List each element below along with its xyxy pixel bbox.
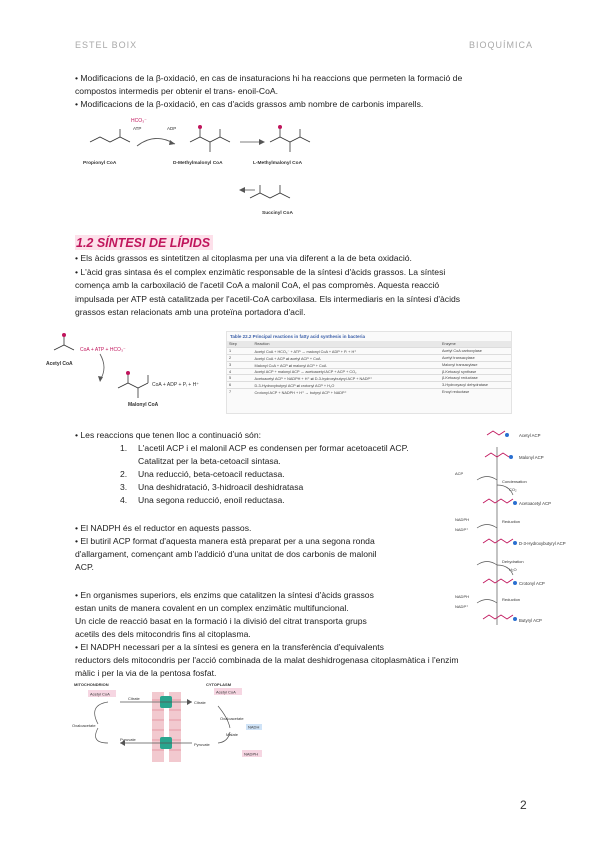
cycle-nadph-1: NADPH	[455, 517, 470, 522]
shuttle-pyruvate-right: Pyruvate	[194, 742, 210, 747]
list-item: 4. Una segona reducció, enoil reductasa.	[120, 495, 285, 505]
organisms-line-5: • El NADPH necessari per a la síntesi es genera en la transferència d'equivalents	[75, 642, 384, 652]
organisms-line-3: Un cicle de reacció basat en la formació i la divisió del citrat transporta grups	[75, 616, 367, 626]
list-item: 1. L'acetil ACP i el malonil ACP es condensen per formar acetoacetil ACP.	[120, 443, 409, 453]
reagent-atp: ATP	[133, 126, 142, 131]
table-row: 2 Acetyl CoA + ACP ⇌ acetyl ACP + CoA Acetyl transacylase	[227, 355, 511, 362]
table-row: 3 Malonyl CoA + ACP ⇌ malonyl ACP + CoA Malonyl transacylase	[227, 362, 511, 369]
table-row: 6 D-3-Hydroxybutyryl ACP ⇌ crotonyl ACP + H₂O 3-Hydroxyacyl dehydratase	[227, 382, 511, 389]
header-subject: BIOQUÍMICA	[469, 40, 534, 50]
table-row: 5 Acetoacetyl ACP + NADPH + H⁺ ⇌ D-3-hydroxybutyryl ACP + NADP⁺ β-Ketoacyl reductase	[227, 375, 511, 382]
citrate-shuttle-figure	[68, 680, 268, 764]
shuttle-citrate-right: Citrate	[194, 700, 206, 705]
table-caption: Table 22.2 Principal reactions in fatty acid synthesis in bacteria	[230, 334, 365, 339]
shuttle-oxaloacetate-left: Oxaloacetate	[72, 723, 96, 728]
nadph-line-1: • El NADPH és el reductor en aquests passos.	[75, 523, 252, 533]
cycle-reduction-2: Reduction	[502, 597, 521, 602]
list-item-continuation: Catalitzat per la beta-cetoacil sintasa.	[138, 456, 281, 466]
shuttle-oxaloacetate-right: Oxaloacetate	[220, 716, 244, 721]
acetyl-top-eq: CoA + ATP + HCO₃⁻	[80, 347, 126, 353]
reactions-list	[120, 442, 409, 507]
reaction-table	[227, 341, 511, 395]
label-l-methylmalonyl-coa: L-Methylmalonyl CoA	[253, 161, 303, 166]
shuttle-acetyl-coa-right: Acetyl CoA	[216, 689, 236, 695]
cycle-butyryl: Butyryl ACP	[519, 618, 542, 623]
fatty-acid-synthesis-table	[226, 331, 512, 414]
cycle-crotonyl: Crotonyl ACP	[519, 581, 545, 586]
label-propionyl-coa: Propionyl CoA	[83, 161, 117, 166]
page-number: 2	[520, 798, 527, 812]
cycle-nadp-1: NADP⁺	[455, 527, 469, 532]
table-row: 7 Crotonyl ACP + NADPH + H⁺ → butyryl ACP + NADP⁺ Enoyl reductase	[227, 389, 511, 396]
table-header-enzyme: Enzyme	[440, 341, 511, 348]
reagent-hco3: HCO₃⁻	[131, 118, 147, 124]
table-header-step: Step	[227, 341, 253, 348]
nadph-line-4: ACP.	[75, 562, 94, 572]
shuttle-nadph: NADPH	[244, 751, 259, 757]
list-item: 2. Una reducció, beta-cetoacil reductasa.	[120, 469, 285, 479]
shuttle-pyruvate-left: Pyruvate	[120, 737, 136, 742]
intro-line-2: compostos intermedis per obtenir el trans- enoil-CoA.	[75, 86, 278, 96]
section-line-4: impulsada per ATP està catalitzada per l'acetil-CoA carboxilasa. Els intermediaris en la síntesi d'àcids	[75, 294, 461, 304]
propionyl-coa-figure	[75, 112, 345, 222]
label-succinyl-coa: Succinyl CoA	[262, 211, 293, 216]
table-row: 4 Acetyl ACP + malonyl ACP → acetoacetyl ACP + ACP + CO₂ β-Ketoacyl synthase	[227, 369, 511, 375]
organisms-line-6: reductors dels mitocondris per l'acció combinada de la malat deshidrogenasa citoplasmàtica i l'enzim	[75, 655, 459, 665]
reactions-intro: • Les reaccions que tenen lloc a continuació són:	[75, 430, 261, 440]
malonyl-bottom-eq: CoA + ADP + Pᵢ + H⁺	[152, 382, 199, 388]
cycle-nadph-2: NADPH	[455, 594, 470, 599]
cycle-acetoacetyl-acp: Acetoacetyl ACP	[519, 501, 552, 506]
nadph-line-3: d'allargament, començant amb l'addició d'una unitat de dos carbonis de malonil	[75, 549, 377, 559]
shuttle-nadh: NADH	[248, 724, 260, 730]
cycle-reduction-1: Reduction	[502, 519, 521, 524]
section-line-2: • L'àcid gras sintasa és el complex enzimàtic responsable de la síntesi d'àcids grassos. La síntesi	[75, 267, 446, 277]
intro-line-3: • Modificacions de la β-oxidació, en cas d'acids grassos amb nombre de carbonis imparells.	[75, 99, 424, 109]
section-line-5: grassos estan relacionats amb una proteïna portadora d'acil.	[75, 307, 306, 317]
organisms-line-7: màlic i per la via de la pentosa fosfat.	[75, 668, 217, 678]
organisms-line-2: estan units de manera covalent en un complex enzimàtic multifuncional.	[75, 603, 349, 613]
cycle-hydroxybutyryl: D-3-Hydroxybutyryl ACP	[519, 541, 566, 546]
shuttle-citrate-left: Citrate	[128, 696, 140, 701]
organisms-line-4: acetils des dels mitocondris fins al citoplasma.	[75, 629, 251, 639]
shuttle-acetyl-coa-left: Acetyl CoA	[90, 691, 110, 697]
label-d-methylmalonyl-coa: D-Methylmalonyl CoA	[173, 161, 223, 166]
shuttle-mitochondrion: MITOCHONDRION	[74, 682, 109, 687]
elongation-cycle-figure	[447, 425, 566, 640]
section-line-3: comença amb la carboxilació de l'acetil CoA a malonil CoA, el pas compromès. Aquesta reacció	[75, 280, 440, 290]
cycle-dehydration: Dehydration	[502, 559, 524, 564]
cycle-malonyl-acp: Malonyl ACP	[519, 455, 544, 460]
reagent-adp: ADP	[167, 126, 177, 131]
cycle-co2: CO₂	[509, 487, 517, 492]
nadph-line-2: • El butiril ACP format d'aquesta manera està preparat per a una segona ronda	[75, 536, 375, 546]
acetyl-malonyl-figure	[40, 328, 220, 413]
cycle-h2o: H₂O	[509, 567, 517, 572]
section-line-1: • Els àcids grassos es sintetitzen al citoplasma per una via diferent a la de beta oxidació.	[75, 253, 412, 263]
header-author: ESTEL BOIX	[75, 40, 138, 50]
acetyl-coa-label: Acetyl CoA	[46, 361, 73, 367]
intro-line-1: • Modificacions de la β-oxidació, en cas de insaturacions hi ha reaccions que permeten la formació de	[75, 73, 463, 83]
cycle-condensation: Condensation	[502, 479, 527, 484]
list-item: 3. Una deshidratació, 3-hidroacil deshidratasa	[120, 482, 304, 492]
cycle-acetyl-acp: Acetyl ACP	[519, 433, 541, 438]
cycle-acp: ACP	[455, 471, 464, 476]
cycle-nadp-2: NADP⁺	[455, 604, 469, 609]
organisms-line-1: • En organismes superiors, els enzims que catalitzen la síntesi d'àcids grassos	[75, 590, 374, 600]
section-title: 1.2 SÍNTESI DE LÍPIDS	[75, 235, 213, 250]
shuttle-malate: Malate	[226, 732, 239, 737]
table-row: 1 Acetyl CoA + HCO₃⁻ + ATP → malonyl CoA + ADP + Pᵢ + H⁺ Acetyl CoA carboxylase	[227, 348, 511, 355]
malonyl-coa-label: Malonyl CoA	[128, 402, 159, 408]
shuttle-cytoplasm: CYTOPLASM	[206, 682, 232, 687]
table-header-reaction: Reaction	[253, 341, 440, 348]
